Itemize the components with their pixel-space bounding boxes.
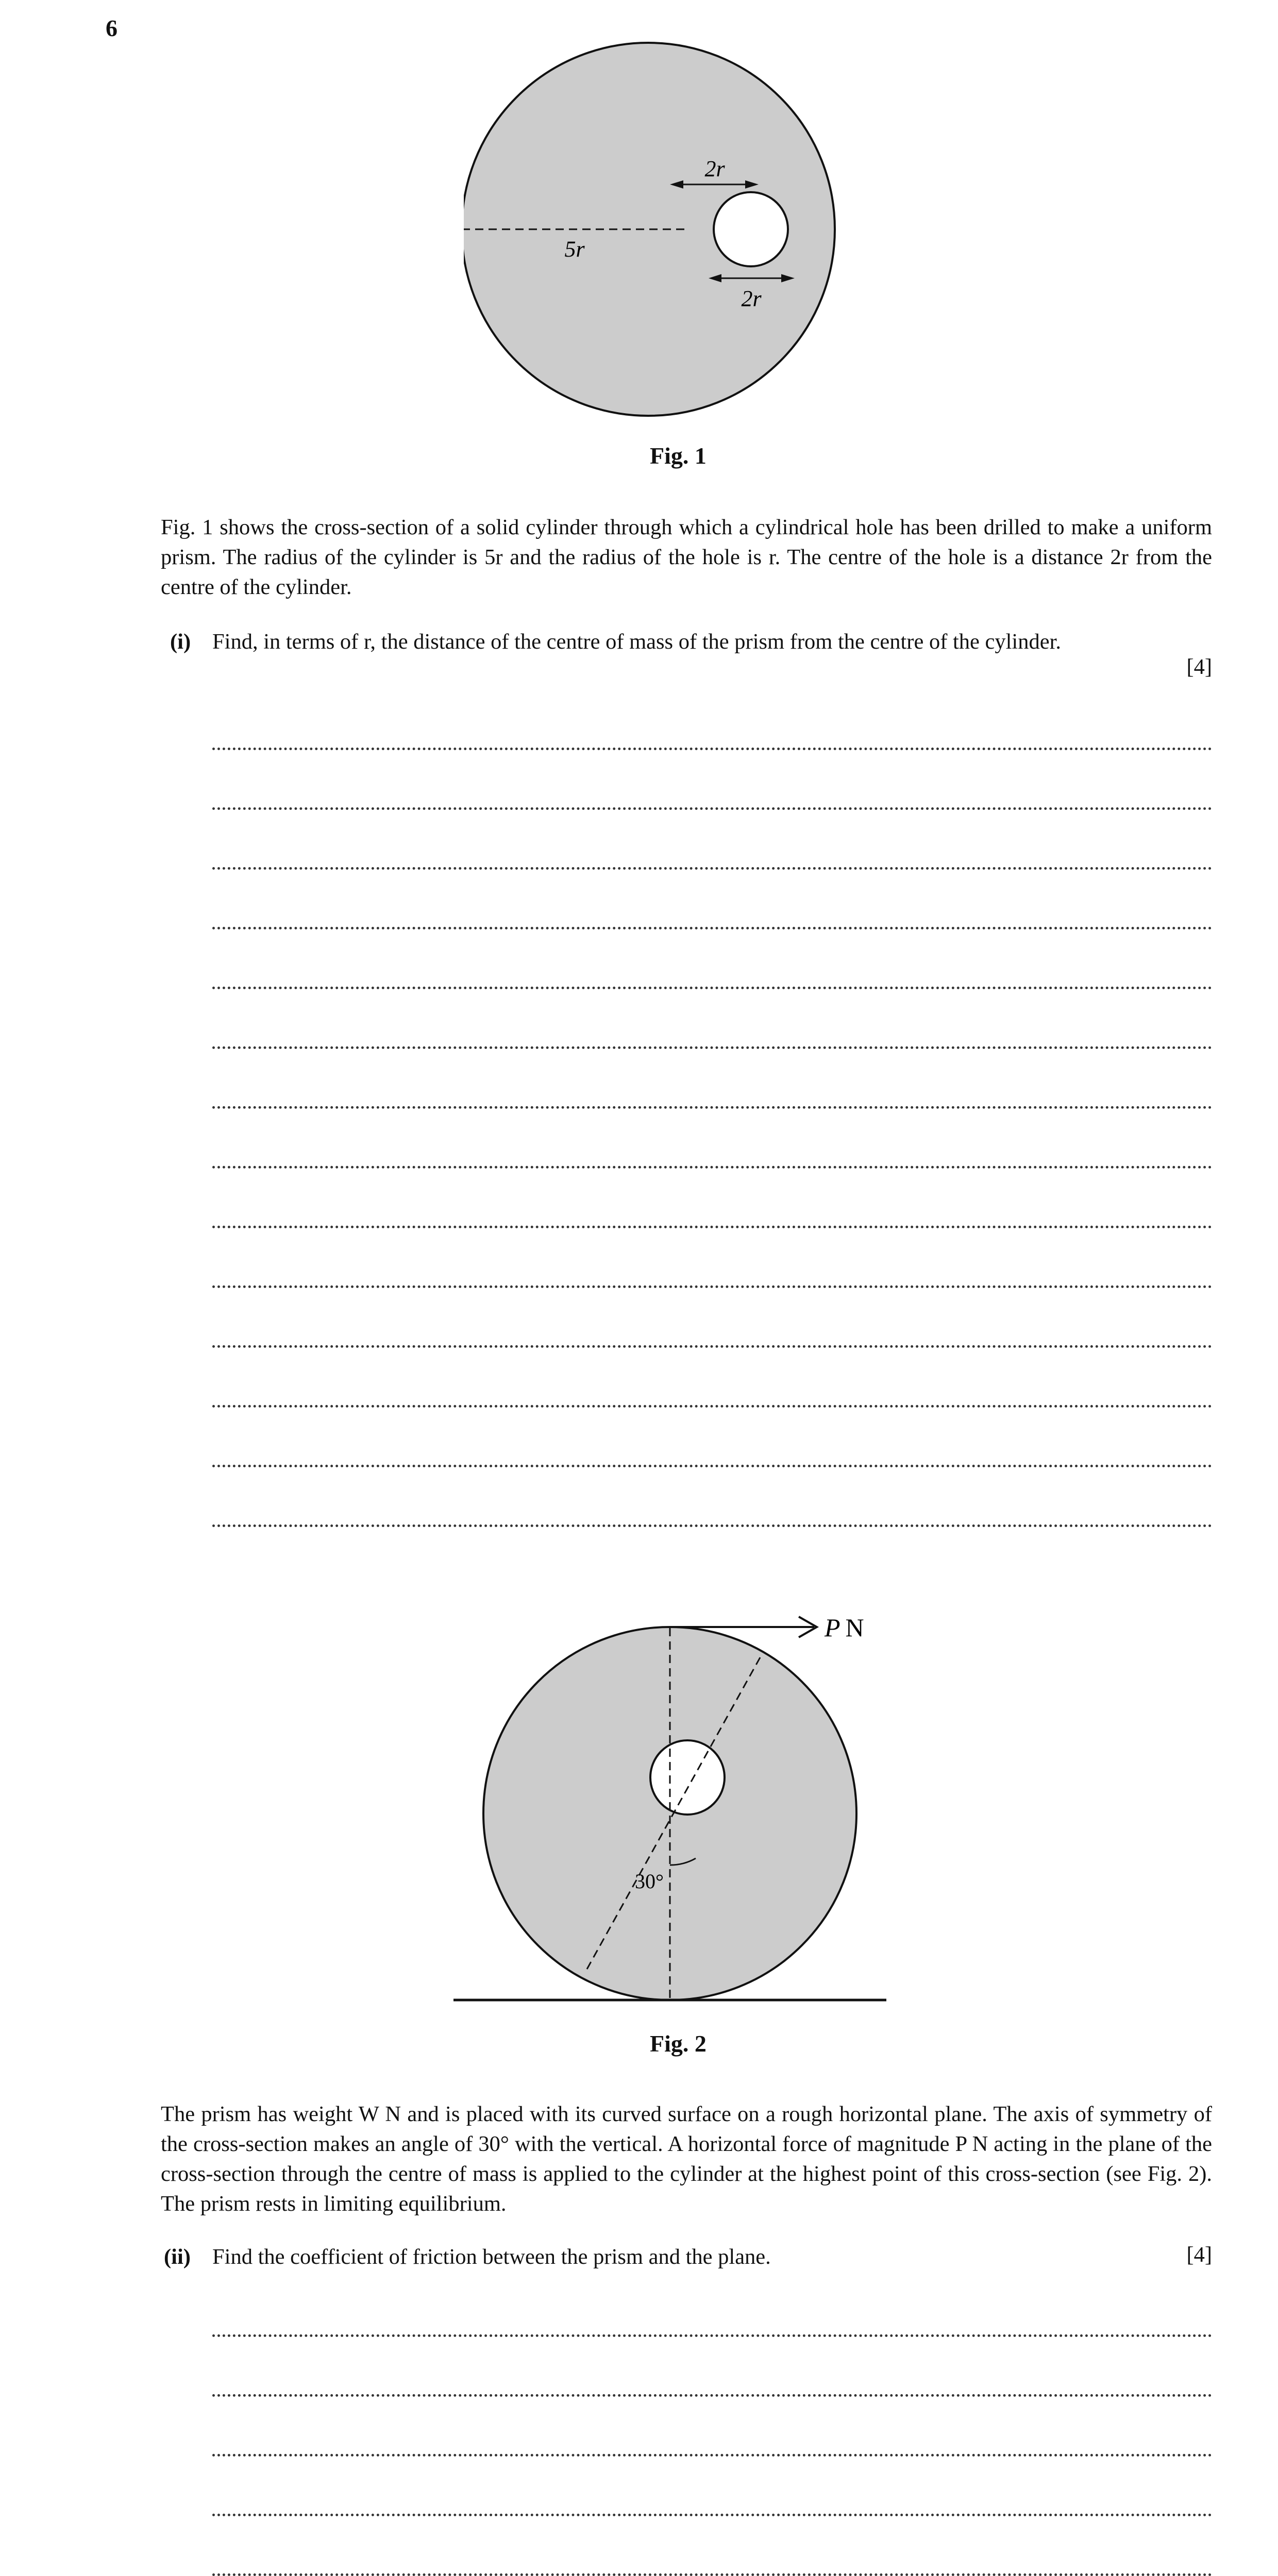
part-ii-question: Find the coefficient of friction between the prism and the plane. [212,2245,771,2269]
answer-line[interactable] [212,690,1212,750]
label-2r-bottom: 2r [741,286,762,311]
part-ii-number: (ii) [164,2245,191,2269]
page-number: 6 [106,15,117,41]
part-i-question: Find, in terms of r, the distance of the centre of mass of the prism from the centre of the cylinder. [212,630,1062,654]
part-i-number: (i) [170,630,191,654]
answer-line[interactable] [212,989,1212,1049]
hole [714,192,788,266]
answer-line[interactable] [212,2516,1212,2576]
figure-1-diagram [464,41,855,433]
answer-line[interactable] [212,2337,1212,2397]
answer-line[interactable] [212,1109,1212,1168]
answer-line[interactable] [212,870,1212,929]
intro-paragraph: Fig. 1 shows the cross-section of a solid cylinder through which a cylindrical hole has been drilled to make a uniform prism. The radius of the cylinder is 5r and the radius of the hole is r. The centre of the hole is a distance 2r from the centre of the cylinder. [161,515,1212,599]
answer-line[interactable] [212,1348,1212,1408]
hole [650,1740,725,1815]
figure-2-diagram [433,1607,907,2009]
part-i-marks: [4] [1186,655,1212,679]
part-i-answer-area[interactable] [212,690,1212,1527]
answer-line[interactable] [212,810,1212,870]
figure-1-caption: Fig. 1 [650,443,707,469]
answer-line[interactable] [212,750,1212,810]
answer-line[interactable] [212,1467,1212,1527]
middle-paragraph: The prism has weight W N and is placed with its curved surface on a rough horizontal plane. The axis of symmetry of the cross-section makes an angle of 30° with the vertical. A horizontal force of magnitude P N acting in the plane of the cross-section through the centre of mass is applied to the cylinder at the highest point of this cross-section (see Fig. 2). The prism rests in limiting equilibrium. [161,2102,1212,2216]
answer-line[interactable] [212,2456,1212,2516]
answer-line[interactable] [212,1288,1212,1348]
label-2r-top: 2r [704,156,725,181]
answer-line[interactable] [212,929,1212,989]
angle-label: 30° [635,1870,664,1893]
answer-line[interactable] [212,1228,1212,1288]
figure-2-caption: Fig. 2 [650,2030,707,2057]
answer-line[interactable] [212,1049,1212,1109]
part-ii-marks: [4] [1186,2243,1212,2267]
answer-line[interactable] [212,1408,1212,1467]
answer-line[interactable] [212,1168,1212,1228]
answer-line[interactable] [212,2277,1212,2337]
label-5r: 5r [564,236,585,262]
part-ii-answer-area[interactable] [212,2277,1212,2576]
answer-line[interactable] [212,2397,1212,2456]
force-label: P N [825,1613,864,1642]
